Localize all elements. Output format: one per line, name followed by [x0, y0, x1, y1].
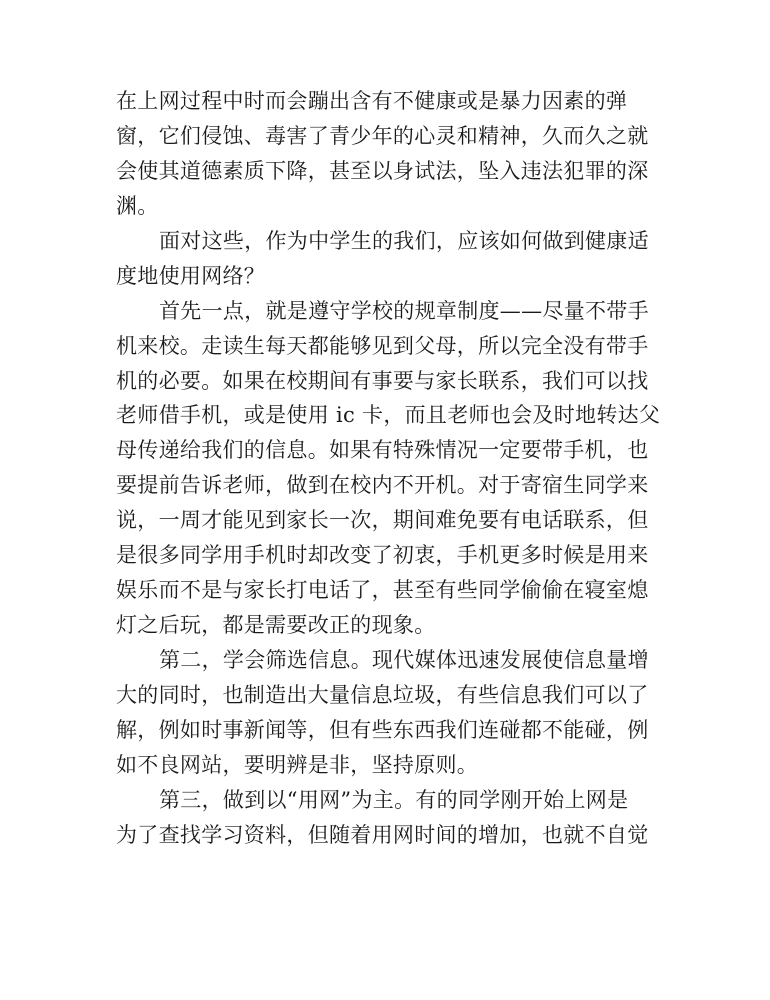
- text-line: 如不良网站，要明辨是非，坚持原则。: [116, 752, 479, 777]
- text-line: 首先一点，就是遵守学校的规章制度——尽量不带手: [159, 298, 649, 323]
- text-line: 解，例如时事新闻等，但有些东西我们连碰都不能碰，例: [116, 717, 649, 742]
- text-line: 度地使用网络？: [116, 263, 266, 288]
- text-line: 大的同时，也制造出大量信息垃圾，有些信息我们可以了: [116, 682, 649, 707]
- text-line: 机来校。走读生每天都能够见到父母，所以完全没有带手: [116, 333, 649, 358]
- text-line: 机的必要。如果在校期间有事要与家长联系，我们可以找: [116, 368, 649, 393]
- text-line: 要提前告诉老师，做到在校内不开机。对于寄宿生同学来: [116, 473, 649, 498]
- text-line: 是很多同学用手机时却改变了初衷，手机更多时候是用来: [116, 543, 649, 568]
- text-line: 面对这些，作为中学生的我们，应该如何做到健康适: [159, 228, 649, 253]
- text-line: 第三，做到以“用网”为主。有的同学刚开始上网是: [159, 787, 629, 812]
- text-line: 说，一周才能见到家长一次，期间难免要有电话联系，但: [116, 508, 649, 533]
- text-line: 会使其道德素质下降，甚至以身试法，坠入违法犯罪的深: [116, 158, 649, 183]
- text-line: 娱乐而不是与家长打电话了，甚至有些同学偷偷在寝室熄: [116, 578, 649, 603]
- text-line: 窗，它们侵蚀、毒害了青少年的心灵和精神，久而久之就: [116, 123, 649, 148]
- text-line: 母传递给我们的信息。如果有特殊情况一定要带手机，也: [116, 438, 649, 463]
- text-line: 灯之后玩，都是需要改正的现象。: [116, 613, 436, 638]
- text-line: 为了查找学习资料，但随着用网时间的增加，也就不自觉: [116, 822, 649, 847]
- text-line: 在上网过程中时而会蹦出含有不健康或是暴力因素的弹: [116, 89, 628, 113]
- text-line: 老师借手机，或是使用 ic 卡，而且老师也会及时地转达父: [116, 403, 661, 428]
- text-line: 渊。: [116, 193, 159, 218]
- text-line: 第二，学会筛选信息。现代媒体迅速发展使信息量增: [159, 648, 649, 672]
- document-body: [116, 84, 661, 853]
